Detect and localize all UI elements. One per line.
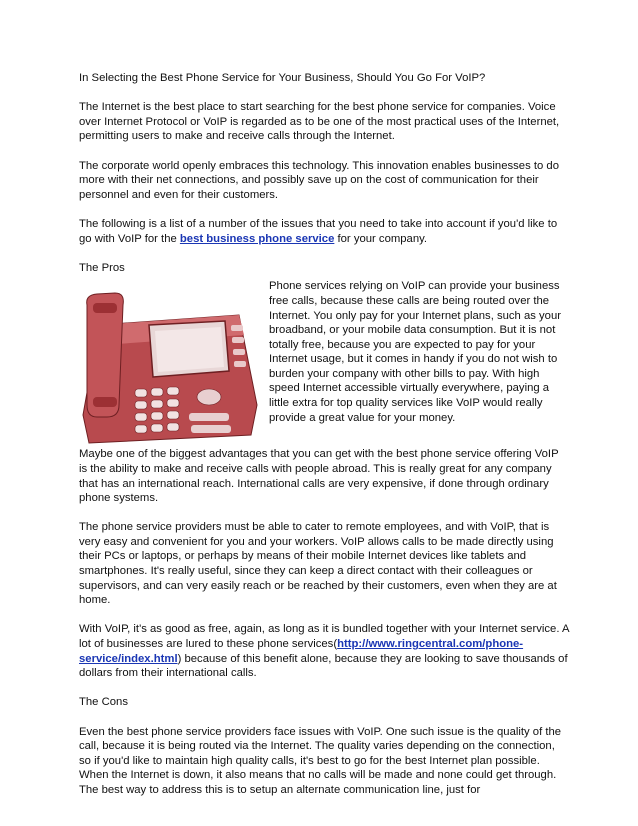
paragraph-bundled-tail: ) because of this benefit alone, because they are looking to save thousands of dollars from their international calls.: [79, 652, 568, 680]
paragraph-cons: Even the best phone service providers face issues with VoIP. One such issue is the quality of the call, because it is being routed via the Internet. The quality varies depending on the connection, so if you'd like to maintain high quality calls, it's best to go for the best Internet plan possible. When the Internet is down, it also means that no calls will be made and none could get through. The best way to address this is to setup an alternate communication line, just for: [79, 725, 562, 796]
pros-section: [79, 279, 569, 447]
pros-side-text: Phone services relying on VoIP can provide your business free calls, because these calls are being routed over the Internet. You only pay for your Internet plans, such as your broadband, or your mobile data consumption. But it is not totally free, because you are expected to pay for your Internet usage, but it comes in handy if you do not wish to burden your company with other bills to pay. With high speed Internet accessible virtually everywhere, paying a little extra for top quality services like VoIP would really provide a great value for your money.: [269, 280, 562, 424]
article-title: In Selecting the Best Phone Service for Your Business, Should You Go For VoIP?: [79, 72, 486, 84]
paragraph-remote: The phone service providers must be able to cater to remote employees, and with VoIP, that is very easy and convenient for you and your workers. VoIP allows calls to be made directly using their PCs or laptops, or perhaps by means of their mobile Internet devices like tablets and smartphones. It's really useful, since they can keep a direct contact with their colleagues or supervisors, and can very easily reach or be reached by their customers, even when they are at home.: [79, 521, 557, 607]
pros-heading: The Pros: [79, 261, 125, 274]
ringcentral-link[interactable]: http://www.ringcentral.com/phone-service/index.html: [79, 638, 524, 665]
paragraph-issues-tail: for your company.: [334, 232, 428, 245]
paragraph-issues: [79, 217, 569, 246]
cons-heading: The Cons: [79, 696, 128, 709]
paragraph-corporate: The corporate world openly embraces this technology. This innovation enables businesses to do more with their net connections, and possibly save up on the cost of communication for their personnel and even for their customers.: [79, 159, 559, 201]
paragraph-intro: The Internet is the best place to start searching for the best phone service for companies. Voice over Internet Protocol or VoIP is regarded as to be one of the most practical uses of the Internet, permitting users to make and receive calls through the Internet.: [79, 101, 560, 143]
paragraph-bundled: [79, 622, 569, 680]
paragraph-international: Maybe one of the biggest advantages that you can get with the best phone service offering VoIP is the ability to make and receive calls with people abroad. This is really great for any company that has an international reach. International calls are very expensive, if done through ordinary phone systems.: [79, 448, 559, 505]
paragraph-bundled-text: With VoIP, it's as good as free, again, as long as it is bundled together with your Internet service. A lot of businesses are lured to these phone services(: [79, 623, 569, 651]
paragraph-issues-text: The following is a list of a number of the issues that you need to take into account if you'd like to go with VoIP for the: [79, 217, 558, 245]
ip-desk-phone-icon: [79, 285, 261, 445]
document-body: [79, 71, 569, 812]
best-business-phone-service-link[interactable]: best business phone service: [179, 232, 335, 245]
